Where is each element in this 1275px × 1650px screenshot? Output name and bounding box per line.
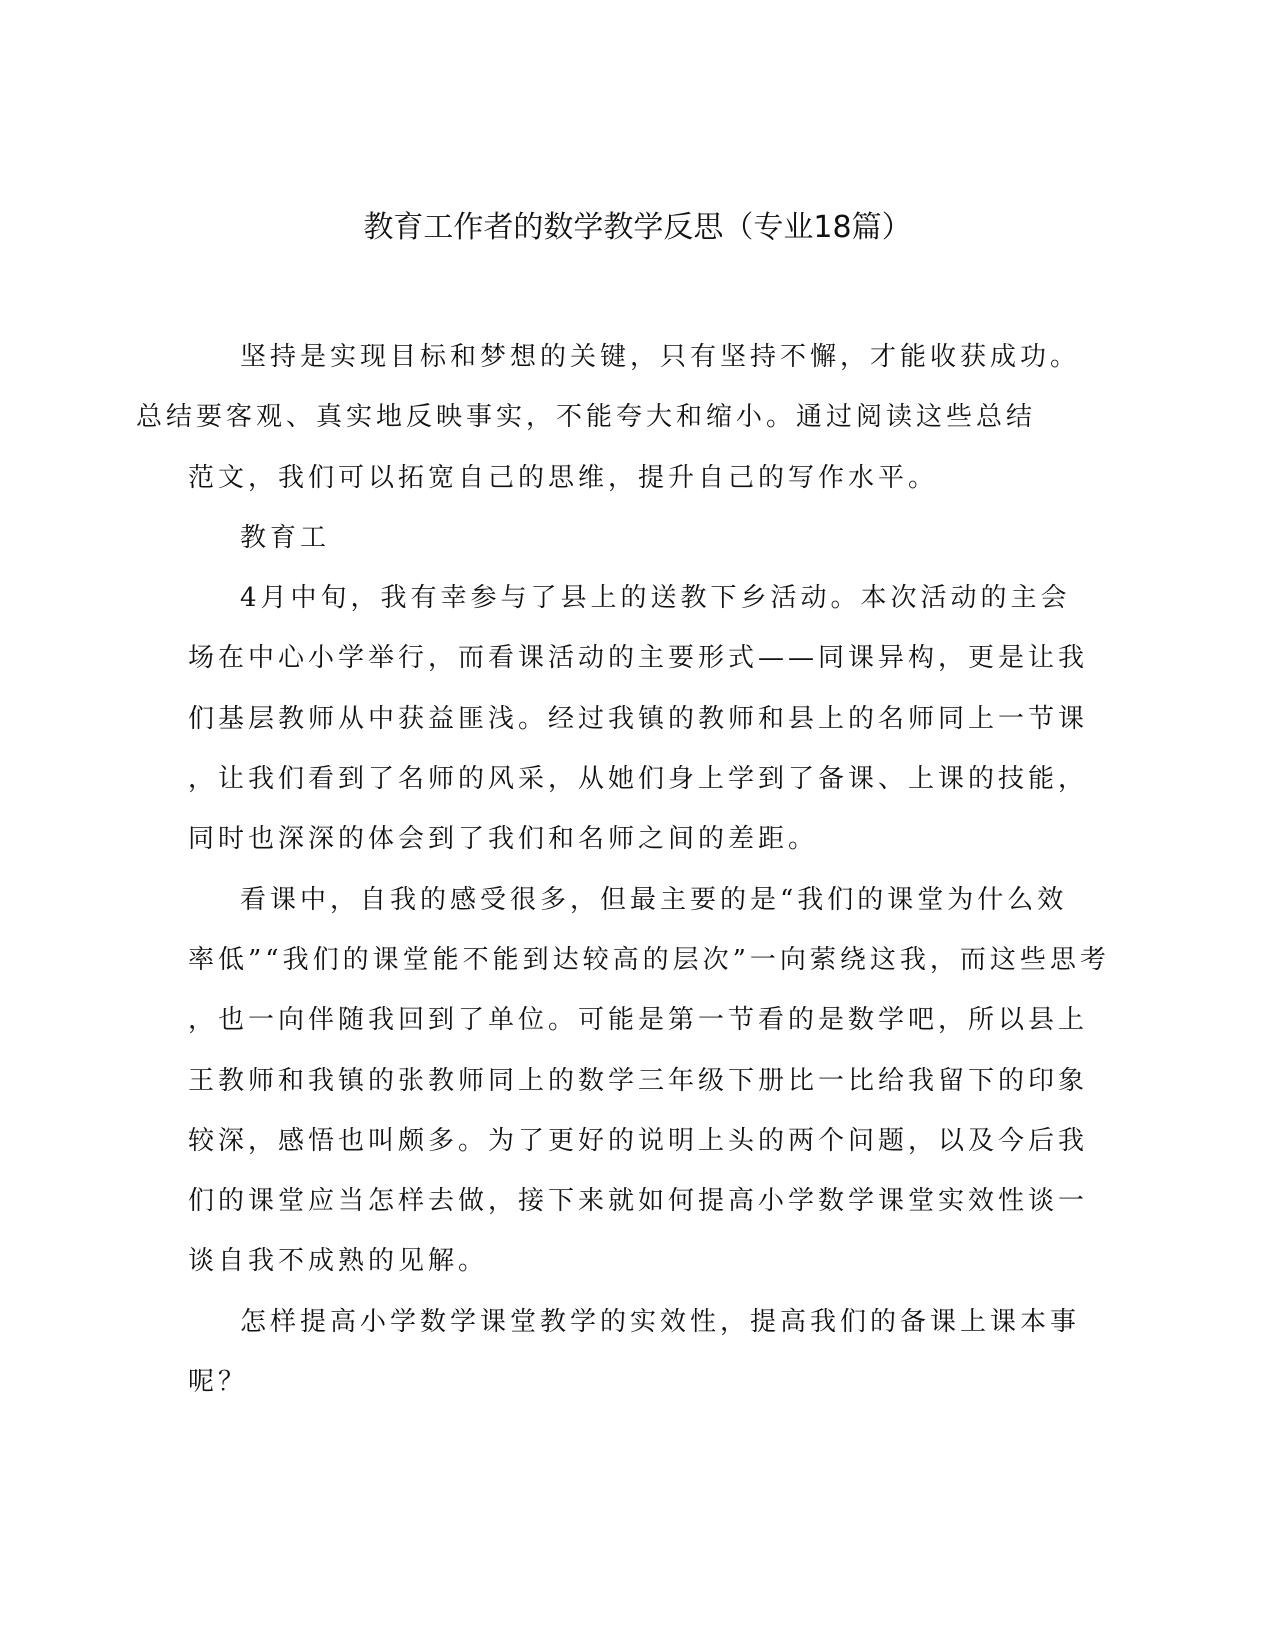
paragraph-line: ，让我们看到了名师的风采，从她们身上学到了备课、上课的技能， — [188, 764, 1089, 795]
paragraph-line: 谈自我不成熟的见解。 — [188, 1246, 489, 1277]
paragraph-line: ，也一向伴随我回到了单位。可能是第一节看的是数学吧，所以县上 — [188, 1005, 1089, 1036]
paragraph-line: 王教师和我镇的张教师同上的数学三年级下册比一比给我留下的印象 — [188, 1065, 1089, 1096]
paragraph-line: 同时也深深的体会到了我们和名师之间的差距。 — [188, 824, 819, 855]
paragraph-1 — [136, 327, 1081, 508]
paragraph-line: 范文，我们可以拓宽自己的思维，提升自己的写作水平。 — [188, 462, 939, 493]
paragraph-line: 较深，感悟也叫颇多。为了更好的说明上头的两个问题，以及今后我 — [188, 1125, 1089, 1156]
paragraph-line: 们的课堂应当怎样去做，接下来就如何提高小学数学课堂实效性谈一 — [188, 1186, 1089, 1217]
paragraph-4 — [188, 870, 1110, 1292]
paragraph-line: 4月中旬，我有幸参与了县上的送教下乡活动。本次活动的主会 — [240, 583, 1071, 614]
paragraph-2 — [188, 508, 1068, 568]
paragraph-line: 场在中心小学举行，而看课活动的主要形式——同课异构，更是让我 — [188, 643, 1089, 674]
paragraph-line: 看课中，自我的感受很多，但最主要的是“我们的课堂为什么效 — [240, 884, 1068, 915]
paragraph-line: 怎样提高小学数学课堂教学的实效性，提高我们的备课上课本事 — [240, 1306, 1081, 1337]
paragraph-line: 教育工 — [240, 522, 331, 553]
paragraph-line: 们基层教师从中获益匪浅。经过我镇的教师和县上的名师同上一节课 — [188, 703, 1089, 734]
paragraph-line: 总结要客观、真实地反映事实，不能夸大和缩小。通过阅读这些总结 — [136, 402, 1037, 433]
paragraph-line: 坚持是实现目标和梦想的关键，只有坚持不懈，才能收获成功。 — [240, 342, 1081, 372]
paragraph-3 — [188, 568, 1089, 869]
document-title: 教育工作者的数学教学反思（专业18篇） — [363, 210, 912, 245]
paragraph-5 — [188, 1292, 1081, 1413]
paragraph-line: 呢？ — [188, 1367, 249, 1398]
paragraph-line: 率低”“我们的课堂能不能到达较高的层次”一向萦绕这我，而这些思考 — [188, 944, 1110, 975]
document-body — [136, 327, 1110, 1412]
